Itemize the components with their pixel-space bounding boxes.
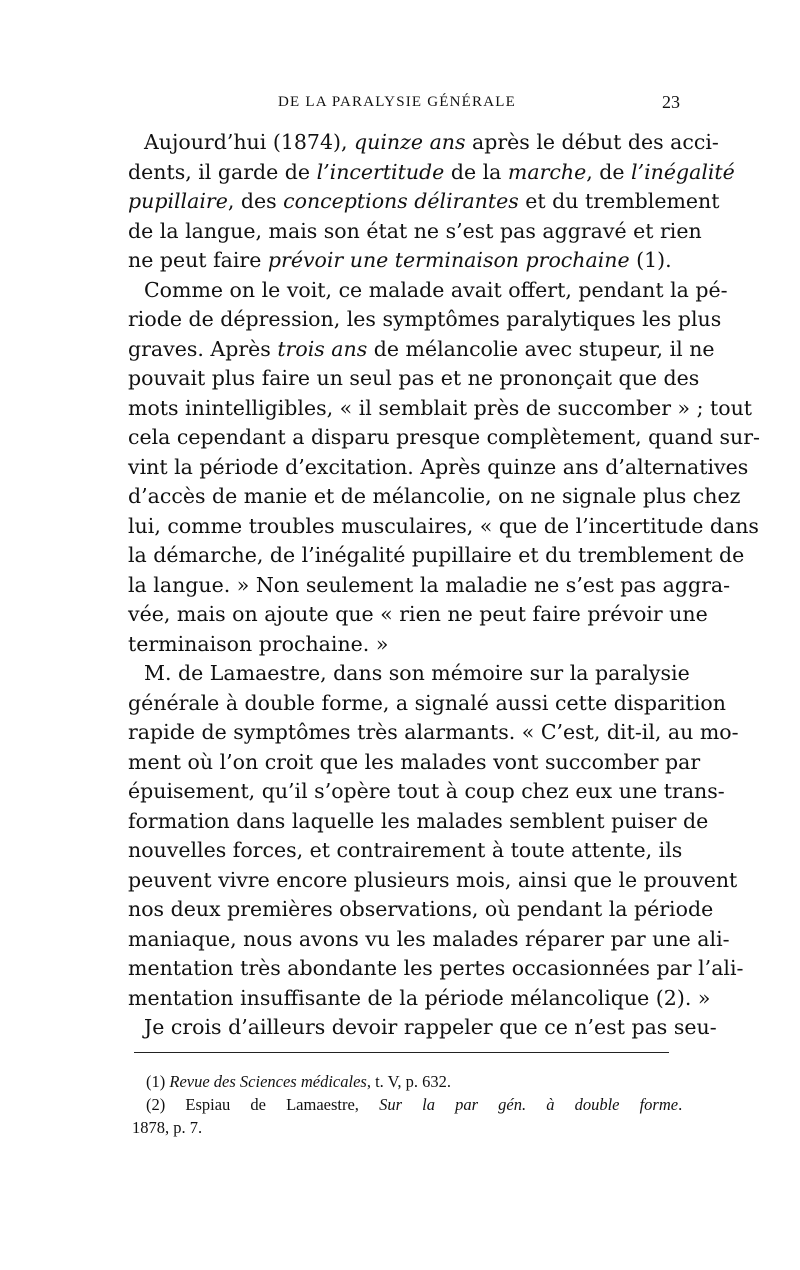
text-run: générale à double forme, a signalé aussi cette disparition bbox=[128, 690, 726, 715]
italic-text: l’inégalité bbox=[631, 159, 735, 184]
text-run: vée, mais on ajoute que « rien ne peut faire prévoir une bbox=[128, 602, 708, 626]
italic-text: pupillaire bbox=[128, 189, 228, 213]
body-line bbox=[128, 512, 759, 542]
footnote-line bbox=[132, 1093, 682, 1116]
text-run: riode de dépression, les symptômes paralytiques les plus bbox=[128, 307, 722, 331]
text-run: de la langue, mais son état ne s’est pas aggravé et rien bbox=[128, 218, 702, 243]
text-run: nouvelles forces, et contrairement à toute attente, ils bbox=[128, 838, 683, 862]
text-run: ne peut faire bbox=[128, 248, 268, 272]
text-run: M. de Lamaestre, dans son mémoire sur la paralysie bbox=[144, 661, 690, 685]
text-run: dents, il garde de bbox=[128, 159, 317, 184]
italic-text: Revue des Sciences médicales bbox=[169, 1072, 367, 1091]
text-run: rapide de symptômes très alarmants. « C’est, dit-il, au mo- bbox=[128, 720, 739, 744]
body-line bbox=[128, 394, 753, 424]
text-run: terminaison prochaine. » bbox=[128, 631, 389, 656]
text-run: après le début des acci- bbox=[465, 130, 719, 154]
text-run: graves. Après bbox=[128, 336, 278, 361]
text-run: , des bbox=[227, 189, 284, 213]
body-line bbox=[128, 364, 700, 394]
text-run: peuvent vivre encore plusieurs mois, ainsi que le prouvent bbox=[128, 867, 738, 892]
text-run: pouvait plus faire un seul pas et ne prononçait que des bbox=[128, 366, 700, 390]
body-line bbox=[128, 541, 745, 571]
body-line bbox=[128, 1013, 717, 1043]
text-run: la démarche, de l’inégalité pupillaire et du tremblement de bbox=[128, 543, 745, 567]
body-line bbox=[128, 866, 738, 896]
text-run: maniaque, nous avons vu les malades réparer par une ali- bbox=[128, 926, 730, 951]
body-line bbox=[128, 482, 741, 512]
running-title: DE LA PARALYSIE GÉNÉRALE bbox=[278, 94, 516, 110]
body-line bbox=[128, 217, 702, 247]
body-line bbox=[128, 305, 722, 335]
body-line bbox=[128, 689, 726, 719]
body-line bbox=[128, 246, 680, 276]
text-run: cela cependant a disparu presque complètement, quand sur- bbox=[128, 425, 760, 449]
italic-text: l’incertitude bbox=[316, 159, 445, 184]
body-line bbox=[128, 984, 711, 1014]
text-run: de la bbox=[444, 159, 508, 184]
text-run: épuisement, qu’il s’opère tout à coup chez eux une trans- bbox=[128, 779, 725, 803]
body-line bbox=[128, 453, 749, 483]
footnote-line bbox=[132, 1070, 682, 1093]
text-run: mentation insuffisante de la période mélancolique (2). » bbox=[128, 985, 711, 1010]
text-run: de mélancolie avec stupeur, il ne bbox=[367, 336, 715, 361]
text-run: (1). bbox=[629, 248, 672, 272]
running-head bbox=[128, 94, 680, 118]
body-line bbox=[128, 158, 735, 188]
text-run: et du tremblement bbox=[518, 189, 720, 213]
text-run: , t. V, p. 632. bbox=[366, 1072, 452, 1091]
text-run: vint la période d’excitation. Après quinze ans d’alternatives bbox=[128, 454, 749, 479]
text-run: Aujourd’hui (1874), bbox=[144, 130, 355, 154]
text-run: nos deux premières observations, où pendant la période bbox=[128, 897, 714, 921]
text-run: , de bbox=[586, 159, 632, 184]
text-run: (2) Espiau de Lamaestre, bbox=[146, 1095, 380, 1114]
body-line bbox=[128, 954, 744, 984]
italic-text: trois ans bbox=[277, 336, 368, 361]
body-line bbox=[128, 128, 719, 158]
body-line bbox=[128, 836, 683, 866]
body-line bbox=[128, 423, 760, 453]
text-run: Comme on le voit, ce malade avait offert, pendant la pé- bbox=[144, 277, 728, 302]
footnote-rule bbox=[134, 1052, 669, 1053]
body-line bbox=[128, 659, 690, 689]
body-line bbox=[128, 895, 714, 925]
italic-text: marche bbox=[507, 159, 587, 184]
text-run: mentation très abondante les pertes occasionnées par l’ali- bbox=[128, 956, 744, 980]
body-line bbox=[128, 276, 728, 306]
body-line bbox=[128, 187, 720, 217]
text-run: la langue. » Non seulement la maladie ne s’est pas aggra- bbox=[128, 572, 731, 597]
body-line bbox=[128, 630, 680, 660]
text-run: (1) bbox=[146, 1072, 170, 1091]
footnote-line bbox=[132, 1116, 682, 1139]
italic-text: conceptions délirantes bbox=[283, 189, 519, 213]
text-run: mots inintelligibles, « il semblait près de succomber » ; tout bbox=[128, 395, 753, 420]
text-run: 1878, p. 7. bbox=[132, 1118, 203, 1137]
italic-text: prévoir une terminaison prochaine bbox=[267, 248, 630, 272]
italic-text: quinze ans bbox=[354, 130, 466, 154]
text-run: ment où l’on croit que les malades vont succomber par bbox=[128, 749, 701, 774]
text-run: d’accès de manie et de mélancolie, on ne signale plus chez bbox=[128, 484, 741, 508]
text-run: formation dans laquelle les malades semblent puiser de bbox=[128, 808, 709, 833]
body-line bbox=[128, 335, 715, 365]
body-line bbox=[128, 777, 725, 807]
page-number: 23 bbox=[662, 92, 680, 112]
text-run: lui, comme troubles musculaires, « que de l’incertitude dans bbox=[128, 513, 759, 538]
footnotes bbox=[132, 1070, 682, 1139]
body-text bbox=[128, 128, 760, 1043]
body-line bbox=[128, 925, 730, 955]
body-line bbox=[128, 571, 731, 601]
italic-text: Sur la par gén. à double forme bbox=[379, 1095, 679, 1114]
body-line bbox=[128, 748, 701, 778]
body-line bbox=[128, 718, 739, 748]
body-line bbox=[128, 600, 708, 630]
body-line bbox=[128, 807, 709, 837]
text-run: Je crois d’ailleurs devoir rappeler que ce n’est pas seu- bbox=[144, 1015, 717, 1039]
text-run: . bbox=[678, 1095, 683, 1114]
